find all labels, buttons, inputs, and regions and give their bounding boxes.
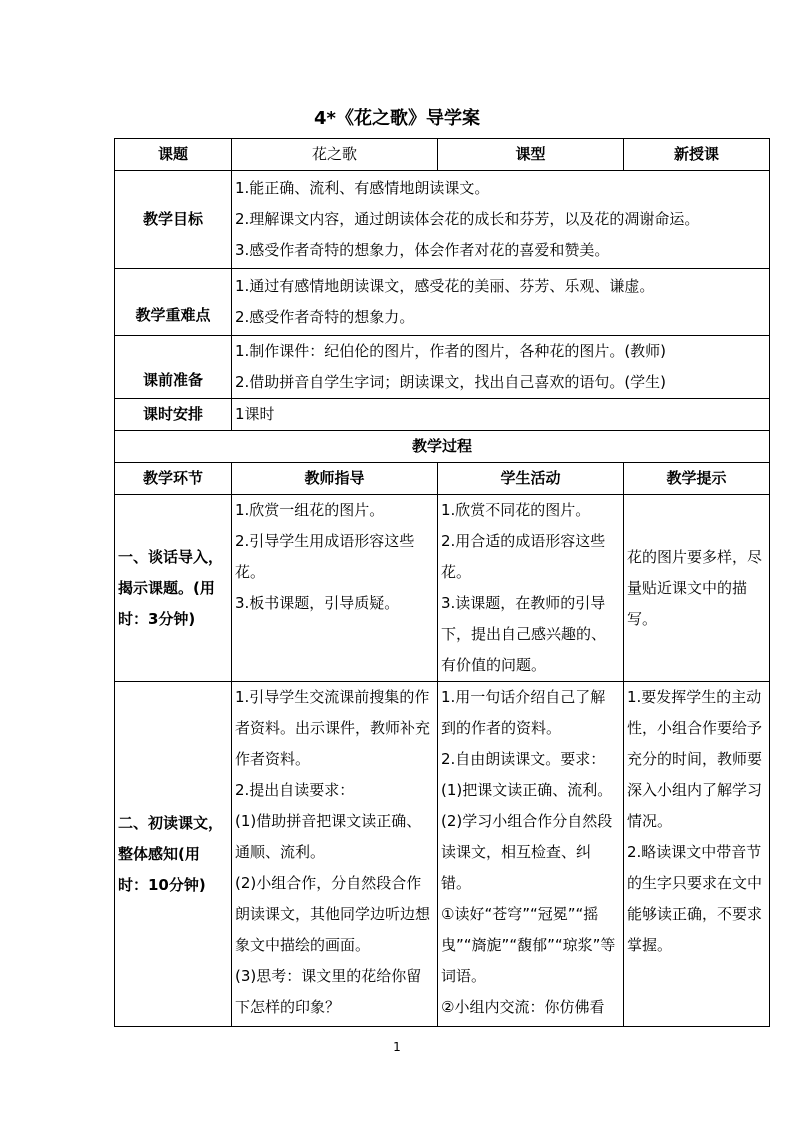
preparation-label: 课前准备 <box>115 336 232 399</box>
stage-2-row <box>115 682 770 1027</box>
goal-item: 1.能正确、流利、有感情地朗读课文。 <box>235 179 490 197</box>
key-point-item: 1.通过有感情地朗读课文，感受花的美丽、芬芳、乐观、谦虚。 <box>235 277 655 295</box>
process-header-row <box>115 463 770 495</box>
stage-1-name: 一、谈话导入，揭示课题。(用时：3分钟) <box>115 495 232 682</box>
teacher-step: (3)思考：课文里的花给你留下怎样的印象？ <box>235 967 422 1016</box>
stage-2-teacher <box>232 682 438 1027</box>
process-title: 教学过程 <box>115 431 770 463</box>
stage-2-tips <box>624 682 770 1027</box>
type-label: 课型 <box>438 139 624 171</box>
lesson-plan-table <box>114 138 770 1027</box>
teacher-step: 3.板书课题，引导质疑。 <box>235 594 400 612</box>
type-value: 新授课 <box>624 139 770 171</box>
tip: 花的图片要多样，尽量贴近课文中的描写。 <box>627 547 763 628</box>
preparation-content <box>232 336 770 399</box>
topic-value: 花之歌 <box>232 139 438 171</box>
process-title-row <box>115 431 770 463</box>
stage-1-student <box>438 495 624 682</box>
student-step: ①读好“苍穹”“冠冕”“摇曳”“旖旎”“馥郁”“琼浆”等词语。 <box>441 905 616 985</box>
preparation-row <box>115 336 770 399</box>
key-points-label: 教学重难点 <box>115 269 232 336</box>
stage-2-name: 二、初读课文，整体感知(用时：10分钟) <box>115 682 232 1027</box>
preparation-item: 1.制作课件：纪伯伦的图片，作者的图片，各种花的图片。(教师) <box>235 342 667 360</box>
column-header: 教学环节 <box>115 463 232 495</box>
goals-content <box>232 171 770 269</box>
student-step: 1.欣赏不同花的图片。 <box>441 501 591 519</box>
page-title: 4*《花之歌》导学案 <box>314 108 480 129</box>
stage-1-tips <box>624 495 770 682</box>
goal-item: 2.理解课文内容，通过朗读体会花的成长和芬芳，以及花的凋谢命运。 <box>235 210 700 228</box>
goals-label: 教学目标 <box>115 171 232 269</box>
teacher-step: 2.引导学生用成语形容这些花。 <box>235 532 415 581</box>
goal-item: 3.感受作者奇特的想象力，体会作者对花的喜爱和赞美。 <box>235 241 610 259</box>
page-number: 1 <box>393 1040 401 1054</box>
teacher-step: (2)小组合作，分自然段合作朗读课文，其他同学边听边想象文中描绘的画面。 <box>235 874 431 954</box>
key-points-row <box>115 269 770 336</box>
key-points-content <box>232 269 770 336</box>
stage-1-row <box>115 495 770 682</box>
column-header: 学生活动 <box>438 463 624 495</box>
column-header: 教学提示 <box>624 463 770 495</box>
stage-1-teacher <box>232 495 438 682</box>
topic-label: 课题 <box>115 139 232 171</box>
tip: 2.略读课文中带音节的生字只要求在文中能够读正确，不要求掌握。 <box>627 843 763 954</box>
teacher-step: 1.欣赏一组花的图片。 <box>235 501 385 519</box>
student-step: (1)把课文读正确、流利。 <box>441 781 613 799</box>
student-step: 2.自由朗读课文。要求： <box>441 750 606 768</box>
preparation-item: 2.借助拼音自学生字词；朗读课文，找出自己喜欢的语句。(学生) <box>235 373 667 391</box>
student-step: 2.用合适的成语形容这些花。 <box>441 532 606 581</box>
student-step: ②小组内交流：你仿佛看 <box>441 998 605 1016</box>
info-row <box>115 139 770 171</box>
student-step: (2)学习小组合作分自然段读课文，相互检查、纠错。 <box>441 812 613 892</box>
schedule-value: 1课时 <box>232 399 770 431</box>
key-point-item: 2.感受作者奇特的想象力。 <box>235 308 415 326</box>
schedule-label: 课时安排 <box>115 399 232 431</box>
schedule-row <box>115 399 770 431</box>
column-header: 教师指导 <box>232 463 438 495</box>
teacher-step: (1)借助拼音把课文读正确、通顺、流利。 <box>235 812 422 861</box>
teacher-step: 2.提出自读要求： <box>235 781 355 799</box>
stage-2-student <box>438 682 624 1027</box>
goals-row <box>115 171 770 269</box>
student-step: 1.用一句话介绍自己了解到的作者的资料。 <box>441 688 606 737</box>
student-step: 3.读课题，在教师的引导下，提出自己感兴趣的、有价值的问题。 <box>441 594 607 674</box>
tip: 1.要发挥学生的主动性，小组合作要给予充分的时间，教师要深入小组内了解学习情况。 <box>627 688 763 830</box>
teacher-step: 1.引导学生交流课前搜集的作者资料。出示课件，教师补充作者资料。 <box>235 688 431 768</box>
